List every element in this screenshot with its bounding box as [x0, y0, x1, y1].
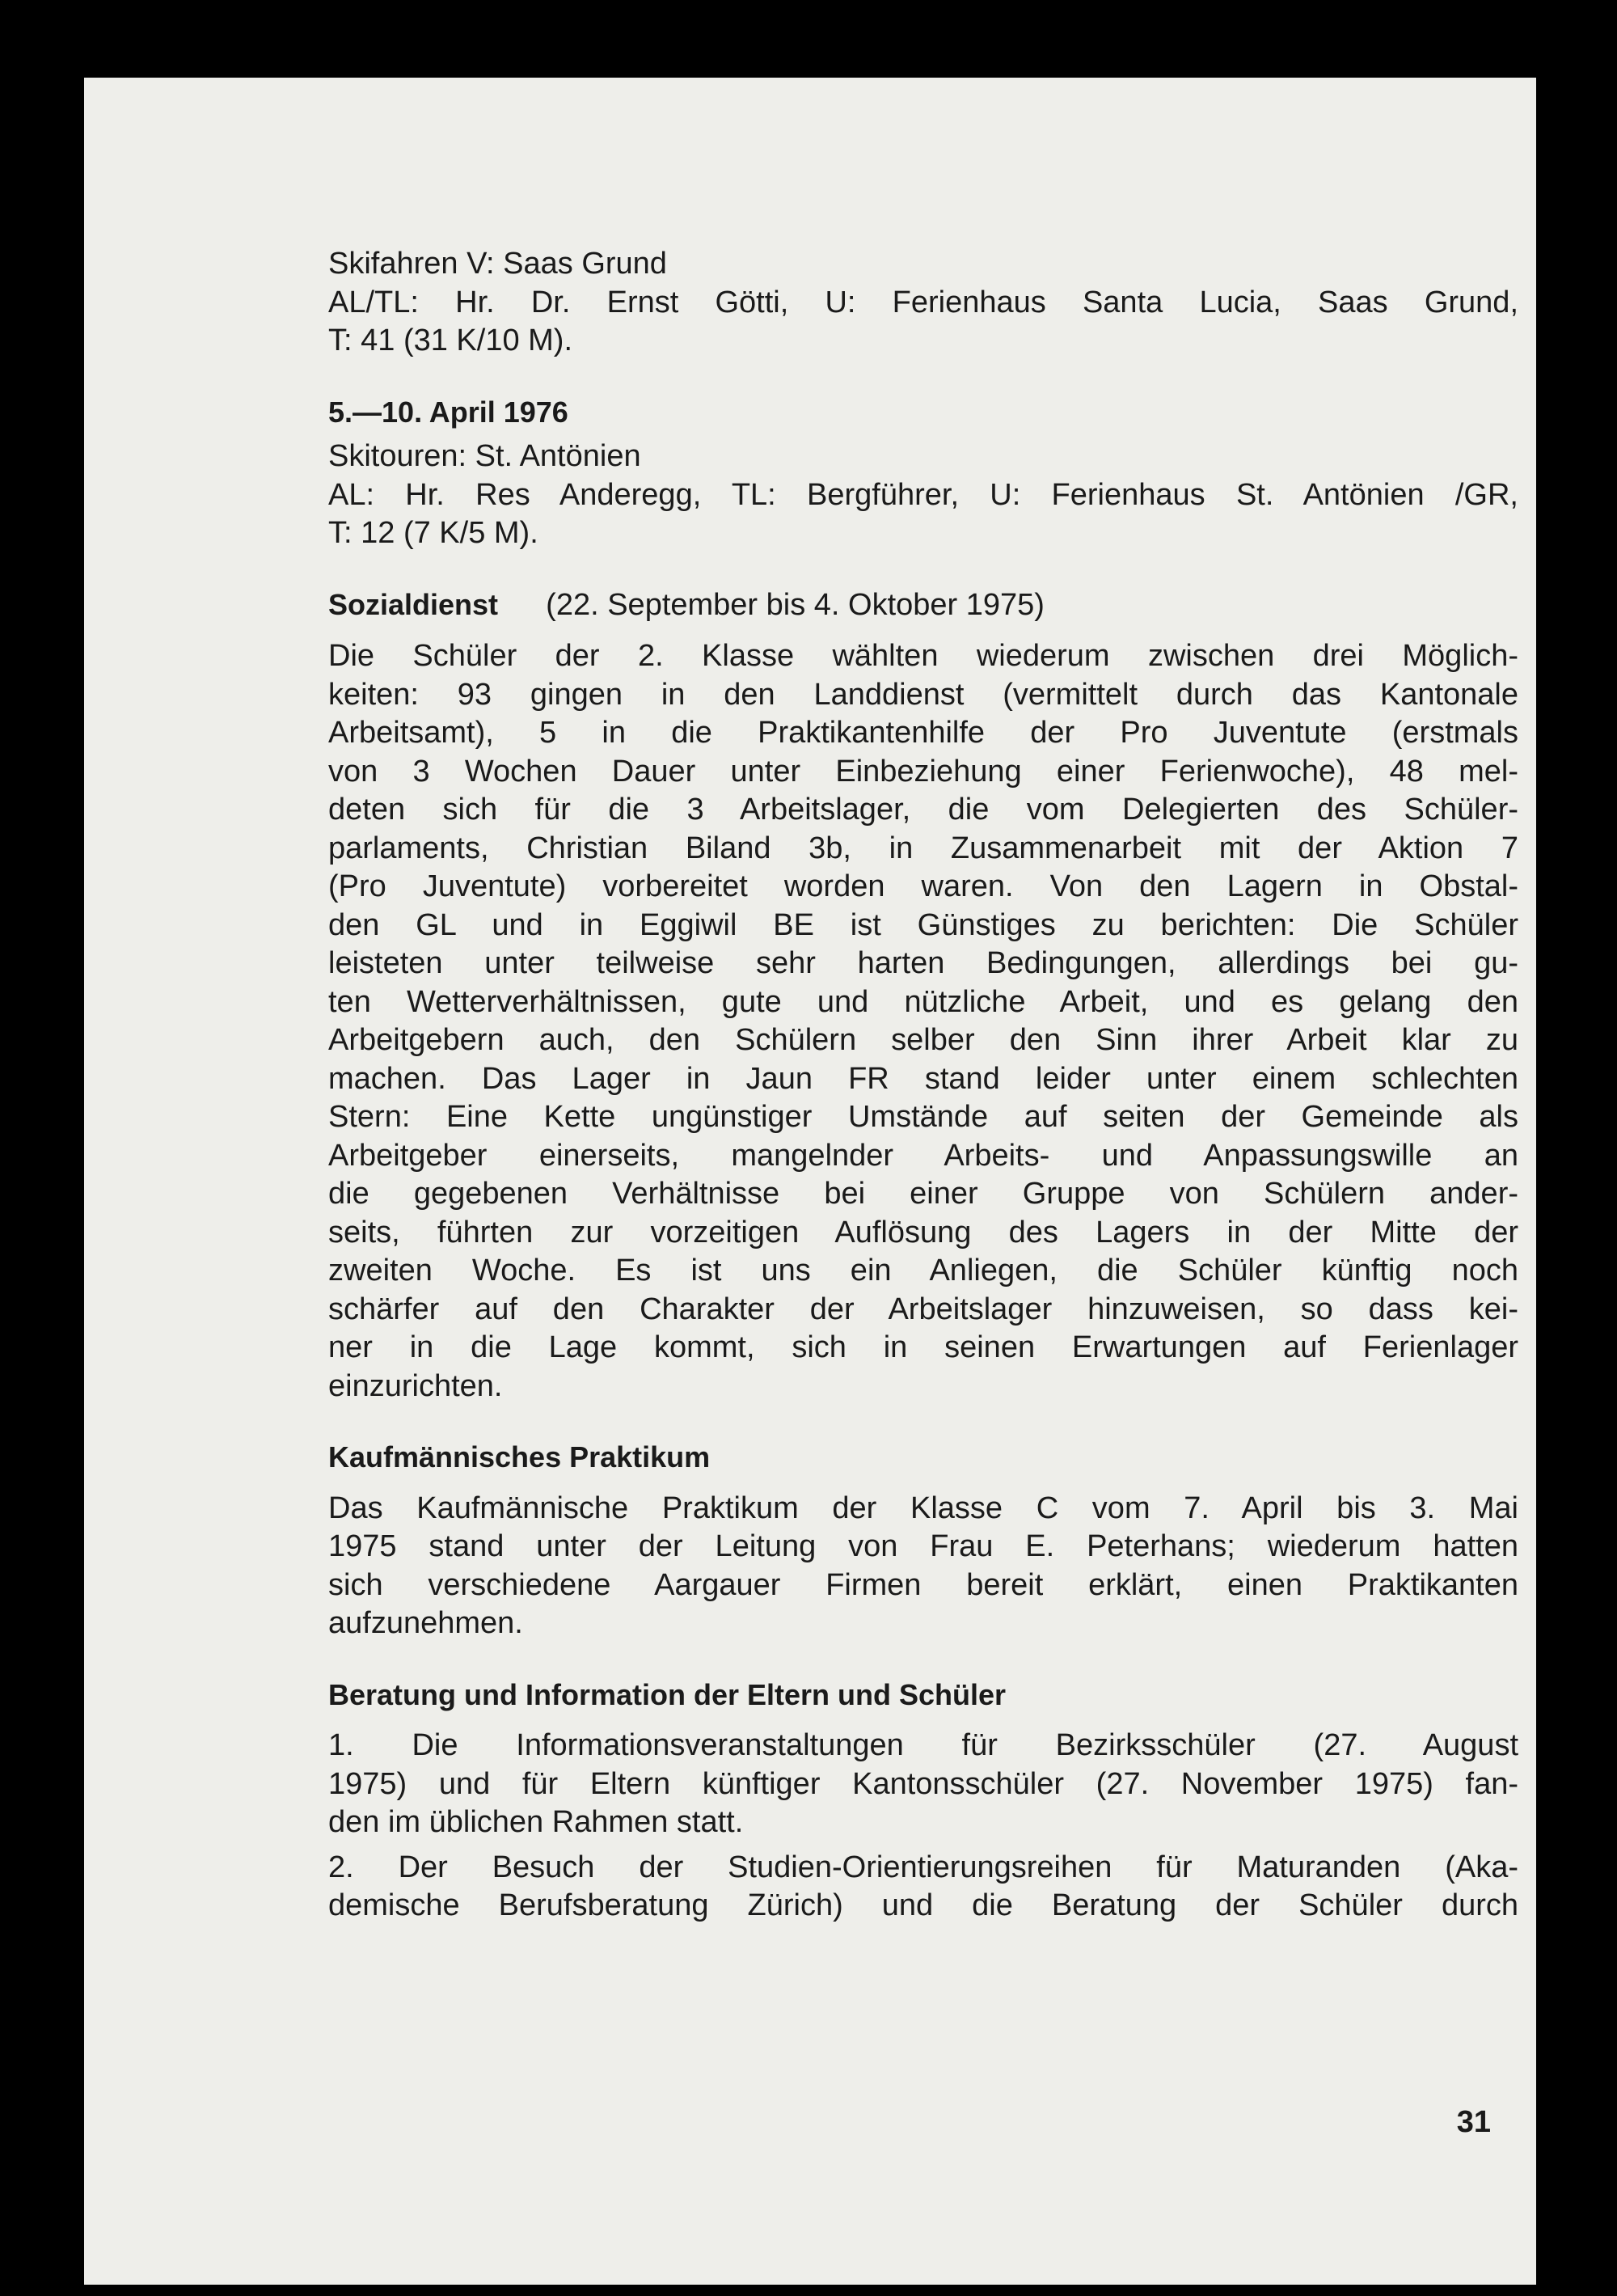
paragraph-line: 1975) und für Eltern künftiger Kantonsschüler (27. November 1975) fan-: [328, 1766, 1518, 1801]
paragraph-line: (Pro Juventute) vorbereitet worden waren. Von den Lagern in Obstal-: [328, 869, 1518, 903]
sozialdienst-heading-line: [328, 586, 1518, 625]
paragraph-line: 2. Der Besuch der Studien-Orientierungsreihen für Maturanden (Aka-: [328, 1850, 1518, 1884]
praktikum-heading: Kaufmännisches Praktikum: [328, 1440, 711, 1474]
praktikum-section: [328, 1438, 1518, 1643]
paragraph-line: keiten: 93 gingen in den Landdienst (vermittelt durch das Kantonale: [328, 677, 1518, 712]
paragraph-line: schärfer auf den Charakter der Arbeitslager hinzuweisen, so dass kei-: [328, 1292, 1518, 1326]
page-number: 31: [1456, 2105, 1491, 2139]
sozialdienst-heading: Sozialdienst: [328, 587, 499, 621]
sozialdienst-section: [328, 586, 1518, 1406]
paragraph-line: Stern: Eine Kette ungünstiger Umstände auf seiten der Gemeinde als: [328, 1100, 1518, 1134]
paragraph-line: den GL und in Eggiwil BE ist Günstiges zu berichten: Die Schüler: [328, 907, 1518, 942]
paragraph-line: machen. Das Lager in Jaun FR stand leider unter einem schlechten: [328, 1061, 1518, 1096]
paragraph-line: von 3 Wochen Dauer unter Einbeziehung einer Ferienwoche), 48 mel-: [328, 754, 1518, 789]
paragraph-line: die gegebenen Verhältnisse bei einer Gruppe von Schülern ander-: [328, 1177, 1518, 1211]
april-date-heading: 5.—10. April 1976: [328, 395, 568, 429]
ski-course-title: Skifahren V: Saas Grund: [328, 247, 667, 281]
beratung-section: [328, 1676, 1518, 1926]
paragraph-line: ner in die Lage kommt, sich in seinen Erwartungen auf Ferienlager: [328, 1330, 1518, 1364]
paragraph-line: Das Kaufmännische Praktikum der Klasse C vom 7. April bis 3. Mai: [328, 1490, 1518, 1525]
paragraph-line: Arbeitgebern auch, den Schülern selber den Sinn ihrer Arbeit klar zu: [328, 1023, 1518, 1057]
page-content: [328, 245, 1518, 1926]
paragraph-line: parlaments, Christian Biland 3b, in Zusammenarbeit mit der Aktion 7: [328, 831, 1518, 865]
paragraph-line: aufzunehmen.: [328, 1606, 523, 1640]
paragraph-line: ten Wetterverhältnissen, gute und nützliche Arbeit, und es gelang den: [328, 984, 1518, 1019]
paragraph-line: sich verschiedene Aargauer Firmen bereit erklärt, einen Praktikanten: [328, 1567, 1518, 1602]
beratung-heading: Beratung und Information der Eltern und Schüler: [328, 1677, 1007, 1711]
ski-tour-leader: AL: Hr. Res Anderegg, TL: Bergführer, U: Ferienhaus St. Antönien /GR,: [328, 477, 1518, 512]
paragraph-line: Die Schüler der 2. Klasse wählten wiederum zwischen drei Möglich-: [328, 639, 1518, 673]
paragraph-line: Arbeitgeber einerseits, mangelnder Arbeits- und Anpassungswille an: [328, 1138, 1518, 1173]
beratung-item-1: [328, 1727, 1518, 1842]
ski-course-leader: AL/TL: Hr. Dr. Ernst Götti, U: Ferienhaus Santa Lucia, Saas Grund,: [328, 285, 1518, 319]
ski-course-block: [328, 245, 1518, 361]
paragraph-line: leisteten unter teilweise sehr harten Bedingungen, allerdings bei gu-: [328, 946, 1518, 980]
paragraph-line: zweiten Woche. Es ist uns ein Anliegen, die Schüler künftig noch: [328, 1254, 1518, 1288]
paragraph-line: demische Berufsberatung Zürich) und die Beratung der Schüler durch: [328, 1888, 1518, 1922]
paragraph-line: 1. Die Informationsveranstaltungen für Bezirksschüler (27. August: [328, 1728, 1518, 1762]
document-page: [84, 78, 1536, 2285]
april-block: [328, 393, 1518, 553]
ski-tour-participants: T: 12 (7 K/5 M).: [328, 516, 538, 550]
paragraph-line: deten sich für die 3 Arbeitslager, die vom Delegierten des Schüler-: [328, 793, 1518, 827]
sozialdienst-paragraph: [328, 637, 1518, 1406]
ski-course-participants: T: 41 (31 K/10 M).: [328, 323, 573, 357]
paragraph-line: einzurichten.: [328, 1368, 503, 1403]
beratung-item-2: [328, 1849, 1518, 1926]
ski-tour-title: Skitouren: St. Antönien: [328, 439, 641, 473]
paragraph-line: den im üblichen Rahmen statt.: [328, 1805, 744, 1839]
sozialdienst-date: (22. September bis 4. Oktober 1975): [546, 587, 1045, 622]
paragraph-line: 1975 stand unter der Leitung von Frau E. Peterhans; wiederum hatten: [328, 1529, 1518, 1563]
paragraph-line: seits, führten zur vorzeitigen Auflösung des Lagers in der Mitte der: [328, 1215, 1518, 1249]
paragraph-line: Arbeitsamt), 5 in die Praktikantenhilfe der Pro Juventute (erstmals: [328, 716, 1518, 750]
